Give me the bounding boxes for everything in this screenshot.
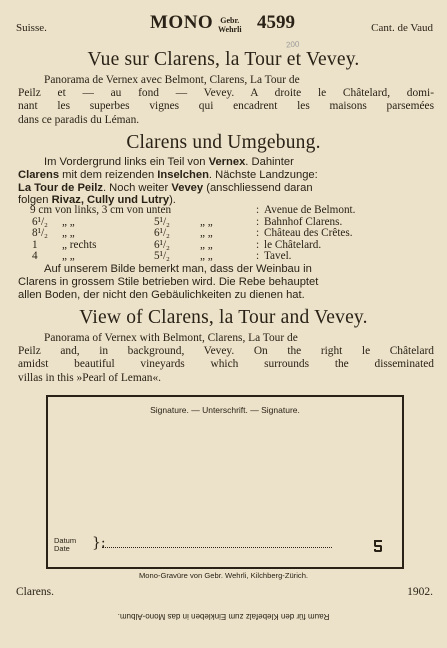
german-paragraph bbox=[18, 156, 434, 207]
french-line: Panorama de Vernex avec Belmont, Clarens, La Tour de bbox=[44, 74, 300, 86]
german-line: Im Vordergrund links ein Teil von Vernex. Dahinter bbox=[44, 156, 294, 168]
place-rivaz-cully-lutry: Rivaz, Cully und Lutry bbox=[51, 194, 170, 207]
english-line: amidst beautiful vineyards which surrounds the disseminated bbox=[18, 358, 434, 371]
card-number: 4599 bbox=[257, 12, 295, 33]
german-line: La Tour de Peilz. Noch weiter Vevey (anschliessend daran bbox=[18, 181, 313, 194]
table-row: 6¹/₂ „ „ 5¹/₂ „ „ : Bahnhof Clarens. bbox=[32, 215, 343, 228]
place-la-tour: La Tour de Peilz bbox=[18, 181, 103, 194]
signature-box[interactable] bbox=[46, 395, 404, 569]
german-line: Clarens in grossem Stile betrieben wird. Die Rebe behauptet bbox=[18, 275, 319, 288]
publisher-mark bbox=[218, 16, 242, 34]
date-line[interactable] bbox=[102, 547, 332, 548]
pencil-note: 200 bbox=[285, 39, 300, 50]
table-row: 1 „ rechts 6¹/₂ „ „ : le Châtelard. bbox=[32, 238, 322, 251]
table-row: 8¹/₂ „ „ 6¹/₂ „ „ : Château des Crêtes. bbox=[32, 227, 353, 240]
french-line: dans ce paradis du Léman. bbox=[18, 113, 140, 126]
date-label bbox=[54, 537, 76, 553]
german-line: folgen Rivaz, Cully und Lutry). bbox=[18, 194, 176, 207]
signature-label: Signature. — Unterschrift. — Signature. bbox=[150, 405, 300, 415]
table-row: 4 „ „ 5¹/₂ „ „ : Tavel. bbox=[32, 250, 292, 263]
canton-label: Cant. de Vaud bbox=[371, 22, 433, 34]
place-clarens: Clarens bbox=[18, 168, 60, 181]
english-line: villas in this »Pearl of Leman«. bbox=[18, 371, 161, 384]
mono-logo-icon bbox=[372, 538, 384, 554]
year-label: 1902. bbox=[407, 586, 433, 598]
header bbox=[0, 12, 447, 50]
table-row: 9 cm von links, 3 cm von unten : Avenue de Belmont. bbox=[30, 204, 356, 216]
german-title: Clarens und Umgebung. bbox=[126, 132, 321, 153]
french-paragraph bbox=[18, 74, 434, 127]
french-line: Peilz et — au fond — Vevey. A droite le Châtelard, domi- bbox=[18, 87, 434, 100]
english-paragraph bbox=[18, 332, 434, 385]
publisher-line-1: Gebr. bbox=[220, 16, 240, 25]
brand-title: MONO bbox=[150, 12, 214, 33]
german-closing bbox=[18, 263, 434, 301]
album-glue-note: Raum für den Klebefalz zum Einkleben in das Mono-Album. bbox=[117, 612, 330, 621]
date-label-en: Date bbox=[54, 544, 70, 553]
english-title: View of Clarens, la Tour and Vevey. bbox=[79, 307, 368, 328]
german-line: allen Boden, der nicht den Gebäulichkeiten zu dienen hat. bbox=[18, 288, 305, 301]
brace-glyph: }: bbox=[92, 535, 106, 551]
place-label: Clarens. bbox=[16, 586, 55, 598]
english-line: Panorama of Vernex with Belmont, Clarens, La Tour de bbox=[44, 332, 298, 344]
location-table bbox=[30, 205, 430, 263]
date-label-de: Datum bbox=[54, 536, 77, 545]
place-vevey: Vevey bbox=[171, 181, 204, 194]
english-line: Peilz and, in background, Vevey. On the right le Châtelard bbox=[18, 345, 434, 358]
german-line: Auf unserem Bilde bemerkt man, dass der Weinbau in bbox=[44, 263, 312, 275]
german-line: Clarens mit dem reizenden Inselchen. Nächste Landzunge: bbox=[18, 168, 318, 181]
place-vernex: Vernex bbox=[208, 156, 246, 168]
country-label: Suisse. bbox=[16, 22, 47, 34]
engraver-credit: Mono-Gravüre von Gebr. Wehrli, Kilchberg-Zürich. bbox=[138, 571, 309, 580]
french-title: Vue sur Clarens, la Tour et Vevey. bbox=[87, 49, 360, 70]
publisher-line-2: Wehrli bbox=[218, 25, 242, 34]
french-line: nant les superbes vignes qui encadrent les maisons parsemées bbox=[18, 100, 434, 113]
place-inselchen: Inselchen bbox=[157, 168, 209, 181]
